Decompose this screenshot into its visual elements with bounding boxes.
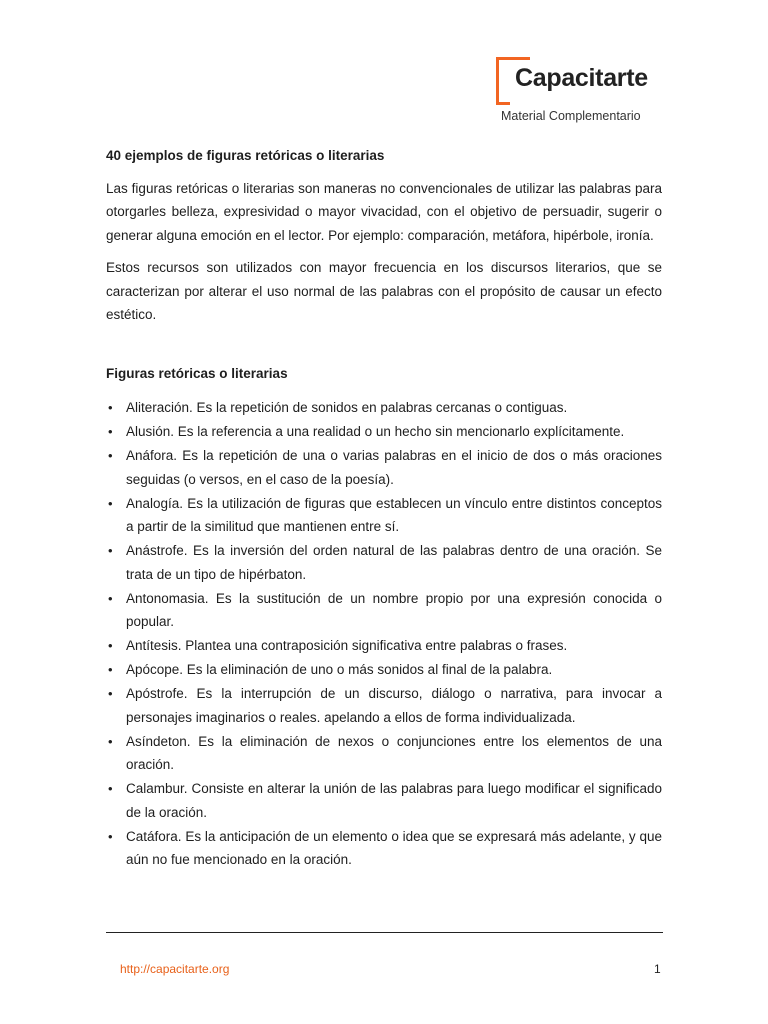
bullet-icon: • — [108, 400, 113, 415]
list-item — [106, 492, 662, 539]
document-title: 40 ejemplos de figuras retóricas o literarias — [106, 148, 385, 163]
logo-subtitle: Material Complementario — [501, 109, 641, 123]
bullet-icon: • — [108, 733, 113, 749]
list-item — [106, 730, 662, 777]
bullet-icon: • — [108, 638, 113, 653]
logo-bracket-bottom — [496, 102, 510, 105]
capacitarte-logo — [496, 54, 666, 126]
list-item — [106, 396, 662, 420]
page-number: 1 — [654, 962, 661, 976]
list-item-text: Aliteración. Es la repetición de sonidos en palabras cercanas o contiguas. — [126, 400, 568, 415]
document-body — [106, 144, 662, 872]
intro-paragraph: Las figuras retóricas o literarias son maneras no convencionales de utilizar las palabras para otorgarles belleza, expresividad o mayor vivacidad, con el objetivo de persuadir, sugerir o generar alguna emoción en el lector. Por ejemplo: comparación, metáfora, hipérbole, ironía. — [106, 180, 662, 243]
bullet-icon: • — [108, 662, 113, 677]
list-item — [106, 777, 662, 824]
bullet-icon: • — [108, 781, 113, 796]
list-item-text: Anástrofe. Es la inversión del orden natural de las palabras dentro de una oración. Se trata de un tipo de hipérbaton. — [126, 543, 662, 582]
figures-list — [106, 396, 662, 872]
list-item-text: Apóstrofe. Es la interrupción de un discurso, diálogo o narrativa, para invocar a personajes imaginarios o reales. apelando a ellos de forma individualizada. — [126, 686, 662, 725]
list-item — [106, 634, 662, 658]
list-item-text: Catáfora. Es la anticipación de un elemento o idea que se expresará más adelante, y que aún no fue mencionado en la oración. — [126, 828, 662, 867]
list-item — [106, 420, 662, 444]
bullet-icon: • — [108, 686, 113, 701]
logo-bracket-side — [496, 57, 508, 105]
logo-name: Capacitarte — [515, 64, 648, 92]
bullet-icon: • — [108, 590, 113, 606]
footer-divider — [106, 932, 663, 933]
footer-website-link[interactable]: http://capacitarte.org — [120, 962, 230, 976]
bullet-icon: • — [108, 543, 113, 558]
list-item-text: Anáfora. Es la repetición de una o varias palabras en el inicio de dos o más oraciones seguidas (o versos, en el caso de la poesía). — [126, 448, 662, 487]
list-item-text: Antítesis. Plantea una contraposición significativa entre palabras o frases. — [126, 638, 568, 653]
list-item — [106, 658, 662, 682]
bullet-icon: • — [108, 495, 113, 511]
list-item-text: Antonomasia. Es la sustitución de un nombre propio por una expresión conocida o popular. — [126, 590, 662, 629]
list-item — [106, 825, 662, 872]
list-item — [106, 682, 662, 729]
second-paragraph: Estos recursos son utilizados con mayor frecuencia en los discursos literarios, que se caracterizan por alterar el uso normal de las palabras con el propósito de causar un efecto estético. — [106, 260, 662, 322]
list-item — [106, 444, 662, 491]
list-item-text: Calambur. Consiste en alterar la unión de las palabras para luego modificar el significado de la oración. — [126, 781, 662, 820]
list-item-text: Apócope. Es la eliminación de uno o más sonidos al final de la palabra. — [126, 662, 553, 677]
bullet-icon: • — [108, 828, 113, 844]
list-item-text: Asíndeton. Es la eliminación de nexos o conjunciones entre los elementos de una oración. — [126, 733, 662, 772]
list-item — [106, 539, 662, 586]
section-title: Figuras retóricas o literarias — [106, 365, 288, 381]
list-item-text: Analogía. Es la utilización de figuras que establecen un vínculo entre distintos conceptos a partir de la similitud que mantienen entre sí. — [126, 495, 662, 534]
list-item-text: Alusión. Es la referencia a una realidad o un hecho sin mencionarlo explícitamente. — [126, 424, 625, 439]
bullet-icon: • — [108, 448, 113, 463]
list-item — [106, 587, 662, 634]
bullet-icon: • — [108, 424, 113, 439]
